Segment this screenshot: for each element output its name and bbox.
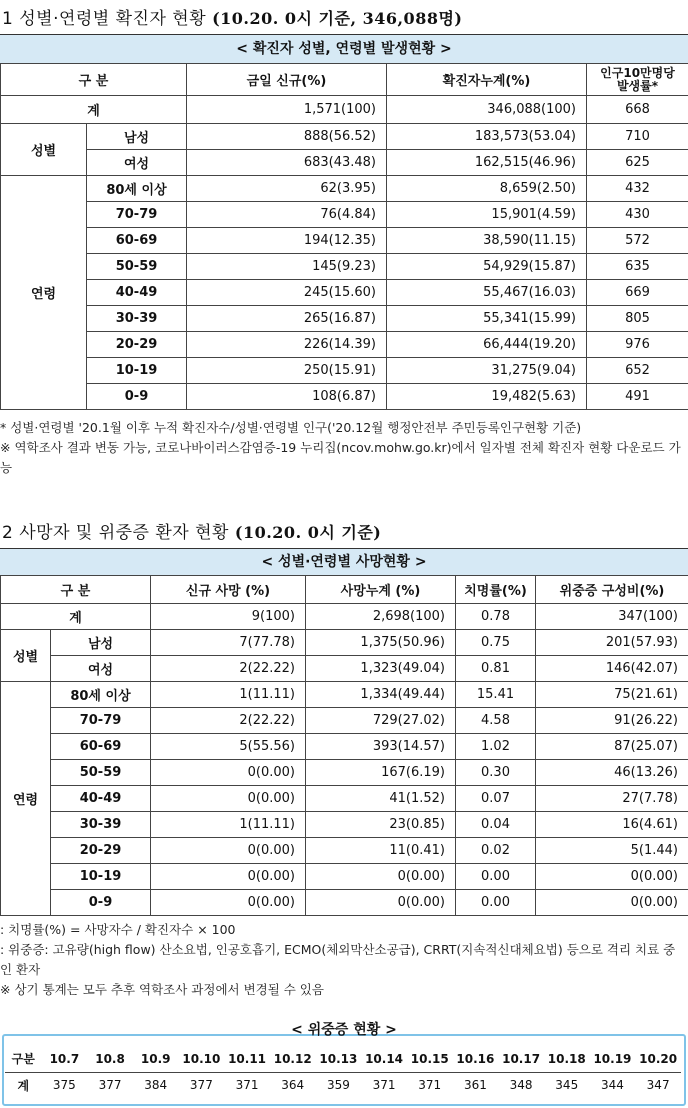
group-label-sex: 성별: [1, 124, 87, 176]
cell-cumulative: 15,901(4.59): [387, 202, 587, 228]
row-label: 0-9: [51, 890, 151, 916]
cell-cumulative-deaths: 393(14.57): [306, 734, 456, 760]
table-row: [1, 864, 688, 890]
cell-fatality-rate: 0.78: [456, 604, 536, 630]
cell-fatality-rate: 0.00: [456, 890, 536, 916]
table-row: [1, 176, 688, 202]
cell-rate: 668: [587, 96, 688, 124]
cell-cumulative-deaths: 1,375(50.96): [306, 630, 456, 656]
cell-fatality-rate: 0.00: [456, 864, 536, 890]
cell-severe: 27(7.78): [536, 786, 688, 812]
cell-new-deaths: 2(22.22): [151, 708, 306, 734]
severe-date-row: [5, 1046, 681, 1072]
severe-value-cell: 359: [326, 1078, 350, 1093]
table-row: [1, 682, 688, 708]
cell-fatality-rate: 0.81: [456, 656, 536, 682]
cell-new-deaths: 0(0.00): [151, 760, 306, 786]
cell-severe: 16(4.61): [536, 812, 688, 838]
section1-banner: < 확진자 성별, 연령별 발생현황 >: [0, 34, 688, 63]
row-label: 50-59: [51, 760, 151, 786]
cell-fatality-rate: 1.02: [456, 734, 536, 760]
header-new-cases: 금일 신규(%): [187, 64, 387, 96]
severe-value-cell: 345: [555, 1078, 579, 1093]
cell-cumulative: 162,515(46.96): [387, 150, 587, 176]
table-row: [1, 150, 688, 176]
cell-new: 62(3.95): [187, 176, 387, 202]
cases-table: [0, 63, 688, 410]
cell-new: 888(56.52): [187, 124, 387, 150]
severe-value-cell: 371: [235, 1078, 259, 1093]
cell-new-deaths: 0(0.00): [151, 838, 306, 864]
footnote: ※ 상기 통계는 모두 추후 역학조사 과정에서 변경될 수 있음: [0, 982, 324, 997]
row-label: 60-69: [51, 734, 151, 760]
severe-value-cell: 371: [418, 1078, 442, 1093]
row-label: 계: [1, 604, 151, 630]
cell-cumulative: 8,659(2.50): [387, 176, 587, 202]
severe-value-cell: 347: [646, 1078, 670, 1093]
header-incidence-line2: 발생률*: [616, 78, 659, 93]
severe-date-cell: 10.10: [179, 1046, 225, 1072]
cell-fatality-rate: 0.02: [456, 838, 536, 864]
row-label: 계: [1, 96, 187, 124]
severe-date-cell: 10.17: [498, 1046, 544, 1072]
section2-title-date: (10.20. 0시 기준): [234, 523, 382, 542]
cell-cumulative-deaths: 2,698(100): [306, 604, 456, 630]
cell-cumulative-deaths: 23(0.85): [306, 812, 456, 838]
cell-new-deaths: 2(22.22): [151, 656, 306, 682]
table-row: [1, 384, 688, 410]
row-label: 10-19: [51, 864, 151, 890]
row-label: 50-59: [87, 254, 187, 280]
cell-severe: 146(42.07): [536, 656, 688, 682]
table-row: [1, 306, 688, 332]
severe-value-cell: 371: [372, 1078, 396, 1093]
header-incidence-line1: 인구10만명당: [600, 65, 675, 80]
header-severe-share: 위중증 구성비(%): [536, 576, 688, 604]
table-row: [1, 812, 688, 838]
table-row: [1, 124, 688, 150]
cell-cumulative: 346,088(100): [387, 96, 587, 124]
cell-rate: 432: [587, 176, 688, 202]
cell-new-deaths: 0(0.00): [151, 890, 306, 916]
cell-cumulative-deaths: 0(0.00): [306, 890, 456, 916]
header-category: 구 분: [1, 576, 151, 604]
row-label: 70-79: [87, 202, 187, 228]
cell-new-deaths: 9(100): [151, 604, 306, 630]
severe-value-cell: 384: [144, 1078, 168, 1093]
row-label: 남성: [87, 124, 187, 150]
footnote: ※ 역학조사 결과 변동 가능, 코로나바이러스감염증-19 누리집(ncov.mohw.go.kr)에서 일자별 전체 확진자 현황 다운로드 가능: [0, 440, 681, 475]
cell-cumulative-deaths: 1,323(49.04): [306, 656, 456, 682]
table-row: [1, 604, 688, 630]
row-label: 80세 이상: [51, 682, 151, 708]
cell-cumulative-deaths: 11(0.41): [306, 838, 456, 864]
severe-row-label: 계: [17, 1078, 30, 1093]
cell-severe: 87(25.07): [536, 734, 688, 760]
table-row: [1, 254, 688, 280]
section1-title: [2, 4, 462, 29]
severe-date-cell: 10.12: [270, 1046, 316, 1072]
severe-date-cell: 10.19: [590, 1046, 636, 1072]
severe-date-cell: 10.9: [133, 1046, 179, 1072]
severe-value-cell: 375: [52, 1078, 76, 1093]
header-incidence-rate: [587, 64, 688, 96]
row-label: 70-79: [51, 708, 151, 734]
cell-cumulative: 38,590(11.15): [387, 228, 587, 254]
table-header-row: [1, 576, 688, 604]
cell-new: 108(6.87): [187, 384, 387, 410]
table-row: [1, 280, 688, 306]
cell-cumulative: 183,573(53.04): [387, 124, 587, 150]
cell-cumulative: 31,275(9.04): [387, 358, 587, 384]
severe-trend-table: [5, 1046, 681, 1098]
row-label: 20-29: [87, 332, 187, 358]
cell-cumulative-deaths: 0(0.00): [306, 864, 456, 890]
cell-fatality-rate: 0.04: [456, 812, 536, 838]
table-row: [1, 838, 688, 864]
severe-date-cell: 10.8: [87, 1046, 133, 1072]
footnote: : 치명률(%) = 사망자수 / 확진자수 × 100: [0, 922, 236, 937]
severe-value-cell: 348: [509, 1078, 533, 1093]
row-label: 여성: [87, 150, 187, 176]
cell-new: 226(14.39): [187, 332, 387, 358]
cell-new: 1,571(100): [187, 96, 387, 124]
table-row: [1, 358, 688, 384]
severe-date-cell: 10.18: [544, 1046, 590, 1072]
cell-severe: 0(0.00): [536, 890, 688, 916]
cell-new: 250(15.91): [187, 358, 387, 384]
table-header-row: [1, 64, 688, 96]
cell-new-deaths: 7(77.78): [151, 630, 306, 656]
severe-date-cell: 10.14: [361, 1046, 407, 1072]
cell-severe: 347(100): [536, 604, 688, 630]
table-row: [1, 656, 688, 682]
deaths-table: [0, 575, 688, 916]
cell-cumulative-deaths: 729(27.02): [306, 708, 456, 734]
group-label-sex: 성별: [1, 630, 51, 682]
cell-new: 245(15.60): [187, 280, 387, 306]
footnote: : 위중증: 고유량(high flow) 산소요법, 인공호흡기, ECMO(체외막산소공급), CRRT(지속적신대체요법) 등으로 격리 치료 중인 환자: [0, 942, 676, 977]
row-label: 30-39: [51, 812, 151, 838]
section1-notes: [0, 418, 686, 478]
cell-severe: 46(13.26): [536, 760, 688, 786]
cell-fatality-rate: 0.75: [456, 630, 536, 656]
severe-value-cell: 364: [281, 1078, 305, 1093]
table-row: [1, 890, 688, 916]
cell-severe: 75(21.61): [536, 682, 688, 708]
row-label: 여성: [51, 656, 151, 682]
header-fatality-rate: 치명률(%): [456, 576, 536, 604]
cell-cumulative-deaths: 1,334(49.44): [306, 682, 456, 708]
cell-rate: 572: [587, 228, 688, 254]
row-label: 10-19: [87, 358, 187, 384]
cell-cumulative-deaths: 41(1.52): [306, 786, 456, 812]
cell-severe: 5(1.44): [536, 838, 688, 864]
cell-rate: 491: [587, 384, 688, 410]
table-row: [1, 708, 688, 734]
severe-value-cell: 377: [189, 1078, 213, 1093]
cell-severe: 0(0.00): [536, 864, 688, 890]
row-label: 80세 이상: [87, 176, 187, 202]
header-cumulative-deaths: 사망누계 (%): [306, 576, 456, 604]
cell-new: 265(16.87): [187, 306, 387, 332]
table-row: [1, 228, 688, 254]
row-label: 0-9: [87, 384, 187, 410]
row-label: 40-49: [87, 280, 187, 306]
severe-value-cell: 344: [600, 1078, 624, 1093]
cell-new: 683(43.48): [187, 150, 387, 176]
row-label: 30-39: [87, 306, 187, 332]
cell-rate: 976: [587, 332, 688, 358]
cell-severe: 201(57.93): [536, 630, 688, 656]
cell-new: 194(12.35): [187, 228, 387, 254]
header-category: 구 분: [1, 64, 187, 96]
group-label-age: 연령: [1, 176, 87, 410]
section2-notes: [0, 920, 686, 1000]
severe-value-row: [5, 1072, 681, 1098]
severe-date-cell: 10.16: [453, 1046, 499, 1072]
severe-date-cell: 10.15: [407, 1046, 453, 1072]
table-row: [1, 202, 688, 228]
severe-value-cell: 361: [463, 1078, 487, 1093]
table-row: [1, 332, 688, 358]
section1-title-prefix: 1 성별·연령별 확진자 현황: [2, 9, 207, 29]
cell-rate: 625: [587, 150, 688, 176]
cell-new-deaths: 0(0.00): [151, 864, 306, 890]
section2-title-prefix: 2 사망자 및 위중증 환자 현황: [2, 523, 229, 543]
cell-cumulative-deaths: 167(6.19): [306, 760, 456, 786]
row-label: 60-69: [87, 228, 187, 254]
cell-new: 145(9.23): [187, 254, 387, 280]
severe-row-header: 구분: [5, 1046, 42, 1072]
footnote: * 성별·연령별 '20.1월 이후 누적 확진자수/성별·연령별 인구('20.12월 행정안전부 주민등록인구현황 기준): [0, 420, 582, 435]
row-label: 남성: [51, 630, 151, 656]
group-label-age: 연령: [1, 682, 51, 916]
cell-fatality-rate: 0.30: [456, 760, 536, 786]
table-row: [1, 734, 688, 760]
cell-fatality-rate: 15.41: [456, 682, 536, 708]
cell-new-deaths: 0(0.00): [151, 786, 306, 812]
cell-rate: 669: [587, 280, 688, 306]
cell-new-deaths: 5(55.56): [151, 734, 306, 760]
table-row: [1, 760, 688, 786]
table-row: [1, 630, 688, 656]
cell-rate: 635: [587, 254, 688, 280]
severe-date-cell: 10.13: [316, 1046, 362, 1072]
cell-cumulative: 19,482(5.63): [387, 384, 587, 410]
severe-value-cell: 377: [98, 1078, 122, 1093]
row-label: 20-29: [51, 838, 151, 864]
cell-rate: 430: [587, 202, 688, 228]
section2-banner: < 성별·연령별 사망현황 >: [0, 548, 688, 575]
cell-cumulative: 55,467(16.03): [387, 280, 587, 306]
row-label: 40-49: [51, 786, 151, 812]
section1-title-date: (10.20. 0시 기준, 346,088명): [212, 9, 463, 28]
cell-rate: 652: [587, 358, 688, 384]
table-row: [1, 786, 688, 812]
cell-rate: 805: [587, 306, 688, 332]
severe-banner: < 위중증 현황 >: [291, 1022, 397, 1038]
cell-cumulative: 66,444(19.20): [387, 332, 587, 358]
severe-date-cell: 10.7: [42, 1046, 88, 1072]
cell-rate: 710: [587, 124, 688, 150]
severe-date-cell: 10.20: [635, 1046, 681, 1072]
cell-fatality-rate: 0.07: [456, 786, 536, 812]
cell-new-deaths: 1(11.11): [151, 812, 306, 838]
section2-title: [2, 518, 381, 543]
cell-cumulative: 55,341(15.99): [387, 306, 587, 332]
severe-date-cell: 10.11: [224, 1046, 270, 1072]
cell-new-deaths: 1(11.11): [151, 682, 306, 708]
header-new-deaths: 신규 사망 (%): [151, 576, 306, 604]
cell-cumulative: 54,929(15.87): [387, 254, 587, 280]
table-row: [1, 96, 688, 124]
cell-severe: 91(26.22): [536, 708, 688, 734]
cell-fatality-rate: 4.58: [456, 708, 536, 734]
cell-new: 76(4.84): [187, 202, 387, 228]
header-cumulative-cases: 확진자누계(%): [387, 64, 587, 96]
